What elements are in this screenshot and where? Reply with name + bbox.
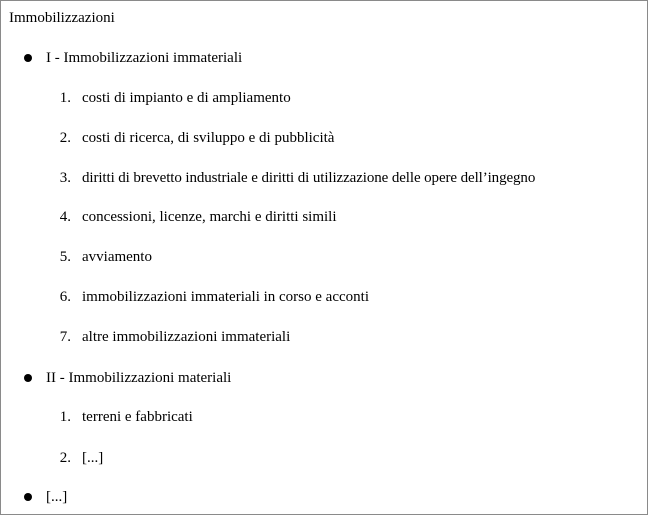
list-item: immobilizzazioni immateriali in corso e acconti [82, 289, 369, 305]
list-item: terreni e fabbricati [82, 409, 193, 425]
list-item: [...] [82, 450, 104, 466]
list-item: altre immobilizzazioni immateriali [82, 329, 291, 345]
list-item-number: 5. [59, 249, 71, 265]
bullet-icon [24, 374, 32, 382]
list-item: costi di ricerca, di sviluppo e di pubblicità [82, 130, 335, 146]
list-item-number: 2. [59, 450, 71, 466]
bullet-icon [24, 54, 32, 62]
list-item-number: 1. [59, 409, 71, 425]
document-title: Immobilizzazioni [9, 10, 115, 26]
bullet-icon [24, 493, 32, 501]
list-item-number: 7. [59, 329, 71, 345]
list-item-number: 3. [59, 170, 71, 186]
list-item-number: 6. [59, 289, 71, 305]
section-heading-2: II - Immobilizzazioni materiali [46, 370, 232, 386]
list-item-number: 2. [59, 130, 71, 146]
list-item: avviamento [82, 249, 152, 265]
section-heading-1: I - Immobilizzazioni immateriali [46, 50, 243, 66]
list-item: concessioni, licenze, marchi e diritti simili [82, 209, 337, 225]
list-item-number: 4. [59, 209, 71, 225]
section-heading-3: [...] [46, 489, 68, 505]
list-item-number: 1. [59, 90, 71, 106]
list-item: costi di impianto e di ampliamento [82, 90, 291, 106]
list-item: diritti di brevetto industriale e diritti di utilizzazione delle opere dell’ingegno [82, 170, 536, 186]
